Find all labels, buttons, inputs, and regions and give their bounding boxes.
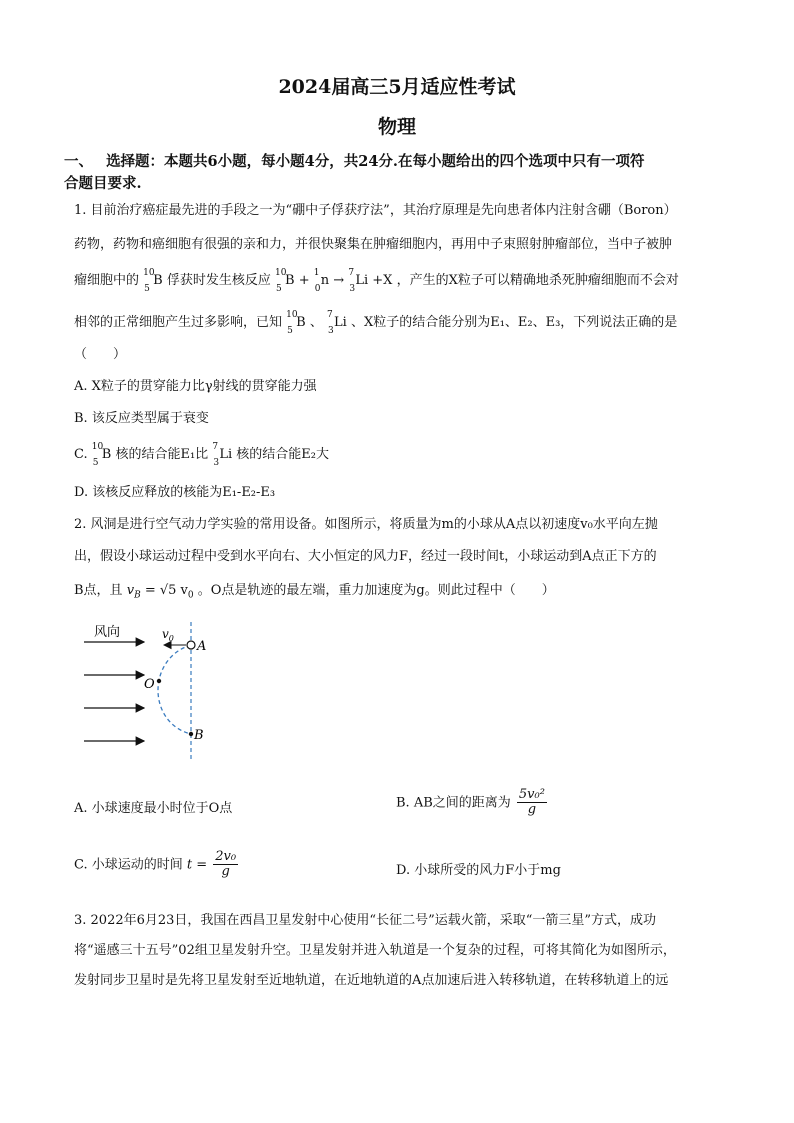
point-b-label: B — [194, 728, 204, 743]
q1-option-d: D. 该核反应释放的核能为E₁-E₂-E₃ — [74, 485, 276, 500]
q3-line2: 将“遥感三十五号”02组卫星发射升空。卫星发射并进入轨道是一个复杂的过程，可将其简化为如图所示， — [74, 943, 676, 958]
q2-option-c: C. 小球运动的时间 t = $\frac{\text{2v₀}}{g}$ — [74, 849, 237, 880]
q1-option-c: C. 10 5 B 核的结合能E₁比 7 3 Li 核的结合能E₂大 — [74, 442, 329, 468]
v0-label: $v_0$ — [162, 627, 174, 643]
q1-line3: 瘤细胞中的 10 5 B 俘获时发生核反应 10 5 B + 1 0 n → 7 3 Li +X ，产生的X粒子可以精确地杀死肿瘤细胞而不会对 — [74, 268, 679, 294]
section-text-line1: 选择题：本题共6小题，每小题4分，共24分.在每小题给出的四个选项中只有一项符 — [106, 153, 645, 170]
section-text-line2: 合题目要求. — [64, 175, 142, 192]
point-o-label: O — [144, 677, 155, 692]
q2-option-a: A. 小球速度最小时位于O点 — [74, 801, 233, 816]
point-o — [157, 679, 161, 683]
q2-line1: 2. 风洞是进行空气动力学实验的常用设备。如图所示，将质量为m的小球从A点以初速度v₀水平向左抛 — [74, 517, 658, 532]
wind-label: 风向 — [94, 625, 121, 640]
ball-at-a — [187, 641, 195, 649]
q2-option-d: D. 小球所受的风力F小于mg — [396, 863, 561, 878]
q2-line2: 出，假设小球运动过程中受到水平向右、大小恒定的风力F，经过一段时间t，小球运动到A点正下方的 — [74, 549, 657, 564]
section-heading — [64, 150, 644, 171]
nuclide-boron: 10 5 B — [143, 268, 163, 294]
q1-line1: 1. 目前治疗癌症最先进的手段之一为“硼中子俘获疗法”，其治疗原理是先向患者体内注射含硼（Boron） — [74, 203, 677, 218]
subject-title: 物理 — [377, 116, 416, 138]
q1-line4: 相邻的正常细胞产生过多影响，已知 10 5 B 、 7 3 Li 、X粒子的结合能分别为E₁、E₂、E₃，下列说法正确的是 — [74, 310, 678, 336]
q1-answer-blank: （ ） — [74, 347, 127, 362]
q2-option-b: B. AB之间的距离为 $\frac{\text{5v₀²}}{g}$ — [396, 787, 545, 818]
exam-title: 2024届高三5月适应性考试 — [278, 76, 516, 98]
q3-line1: 3. 2022年6月23日，我国在西昌卫星发射中心使用“长征二号”运载火箭，采取“一箭三星”方式，成功 — [74, 913, 657, 928]
q3-line3: 发射同步卫星时是先将卫星发射至近地轨道，在近地轨道的A点加速后进入转移轨道，在转移轨道上的远 — [74, 973, 669, 988]
point-a-label: A — [197, 639, 207, 654]
trajectory-curve — [158, 645, 191, 734]
q2-line3: B点，且 $v_B = √5$ $v_0$ 。O点是轨迹的最左端，重力加速度为g。则此过程中（ ） — [74, 583, 555, 601]
wind-tunnel-figure — [82, 618, 232, 766]
nuclear-reaction: 10 5 B + 1 0 n → 7 3 Li +X — [275, 268, 393, 294]
section-number: 一、 — [64, 153, 93, 170]
point-b — [189, 732, 193, 736]
q1-line2: 药物，药物和癌细胞有很强的亲和力，并很快聚集在肿瘤细胞内，再用中子束照射肿瘤部位，当中子被肿 — [74, 237, 673, 252]
q1-option-a: A. X粒子的贯穿能力比γ射线的贯穿能力强 — [74, 379, 317, 394]
q1-option-b: B. 该反应类型属于衰变 — [74, 411, 209, 426]
